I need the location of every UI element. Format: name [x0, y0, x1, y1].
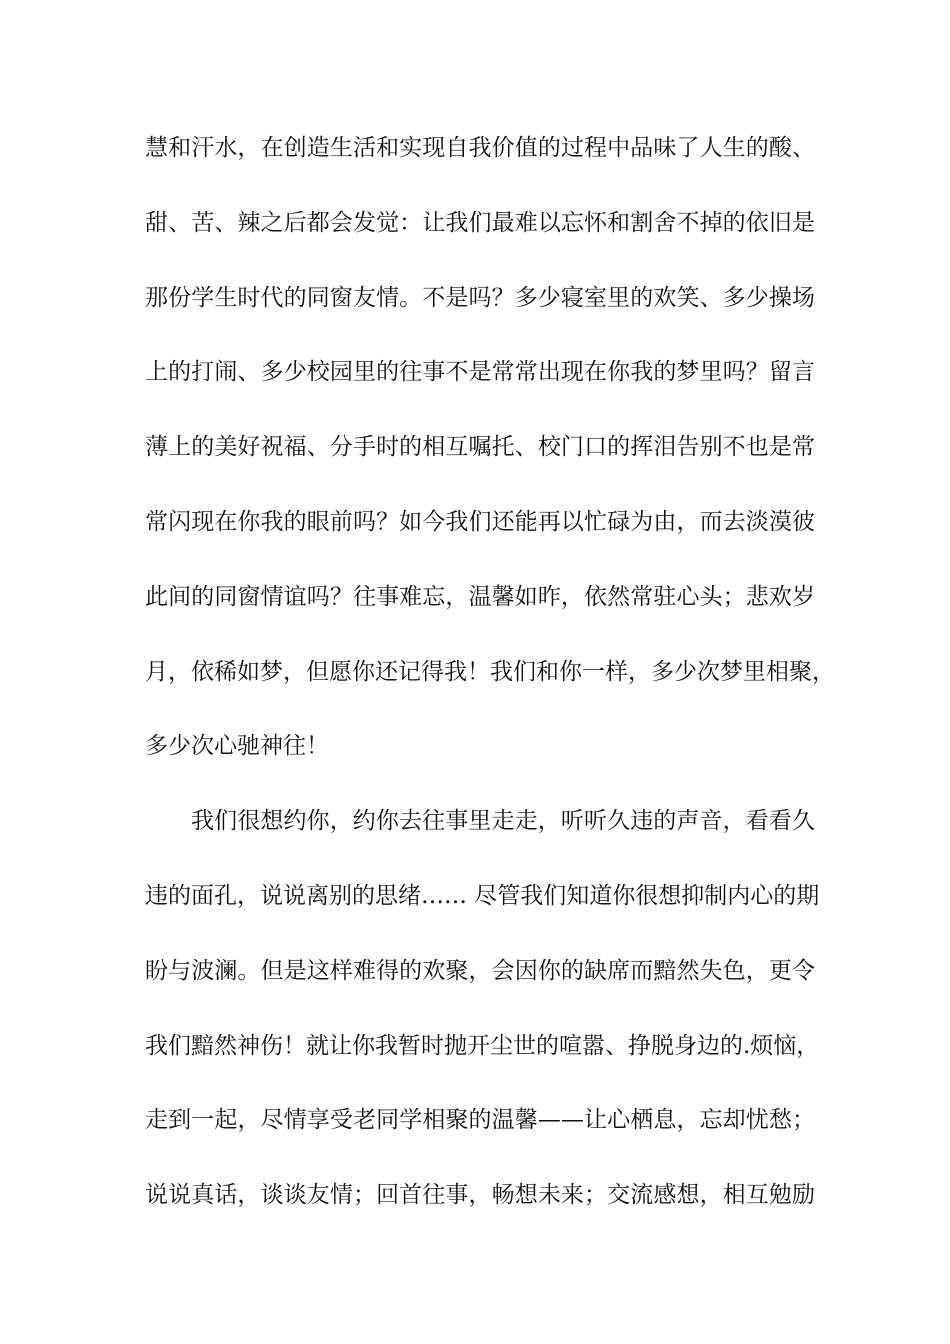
text-line: 常闪现在你我的眼前吗？如今我们还能再以忙碌为由，而去淡漠彼: [145, 508, 815, 535]
body-text: [145, 128, 835, 1250]
text-line: 违的面孔，说说离别的思绪…… 尽管我们知道你很想抑制内心的期: [145, 882, 820, 909]
paragraph-end-line: 多少次心驰神往！: [145, 733, 329, 760]
text-line: 说说真话，谈谈友情；回首往事，畅想未来；交流感想，相互勉励: [145, 1182, 815, 1209]
text-line: 此间的同窗情谊吗？往事难忘，温馨如昨，依然常驻心头；悲欢岁: [145, 583, 815, 610]
text-line: 我们黯然神伤！就让你我暂时抛开尘世的喧嚣、挣脱身边的.烦恼，: [145, 1032, 820, 1059]
text-line: 薄上的美好祝福、分手时的相互嘱托、校门口的挥泪告别不也是常: [145, 434, 815, 461]
text-line: 慧和汗水，在创造生活和实现自我价值的过程中品味了人生的酸、: [145, 135, 815, 161]
paragraph-start-line: 我们很想约你，约你去往事里走走，听听久违的声音，看看久: [191, 808, 815, 835]
text-line: 走到一起，尽情享受老同学相聚的温馨——让心栖息，忘却忧愁；: [145, 1107, 815, 1134]
text-line: 甜、苦、辣之后都会发觉：让我们最难以忘怀和割舍不掉的依旧是: [145, 209, 815, 236]
text-line: 上的打闹、多少校园里的往事不是常常出现在你我的梦里吗？留言: [145, 359, 815, 386]
text-line: 盼与波澜。但是这样难得的欢聚，会因你的缺席而黯然失色，更令: [145, 957, 815, 984]
text-line: 月，依稀如梦，但愿你还记得我！我们和你一样，多少次梦里相聚，: [145, 658, 835, 685]
text-line: 那份学生时代的同窗友情。不是吗？多少寝室里的欢笑、多少操场: [145, 284, 815, 311]
